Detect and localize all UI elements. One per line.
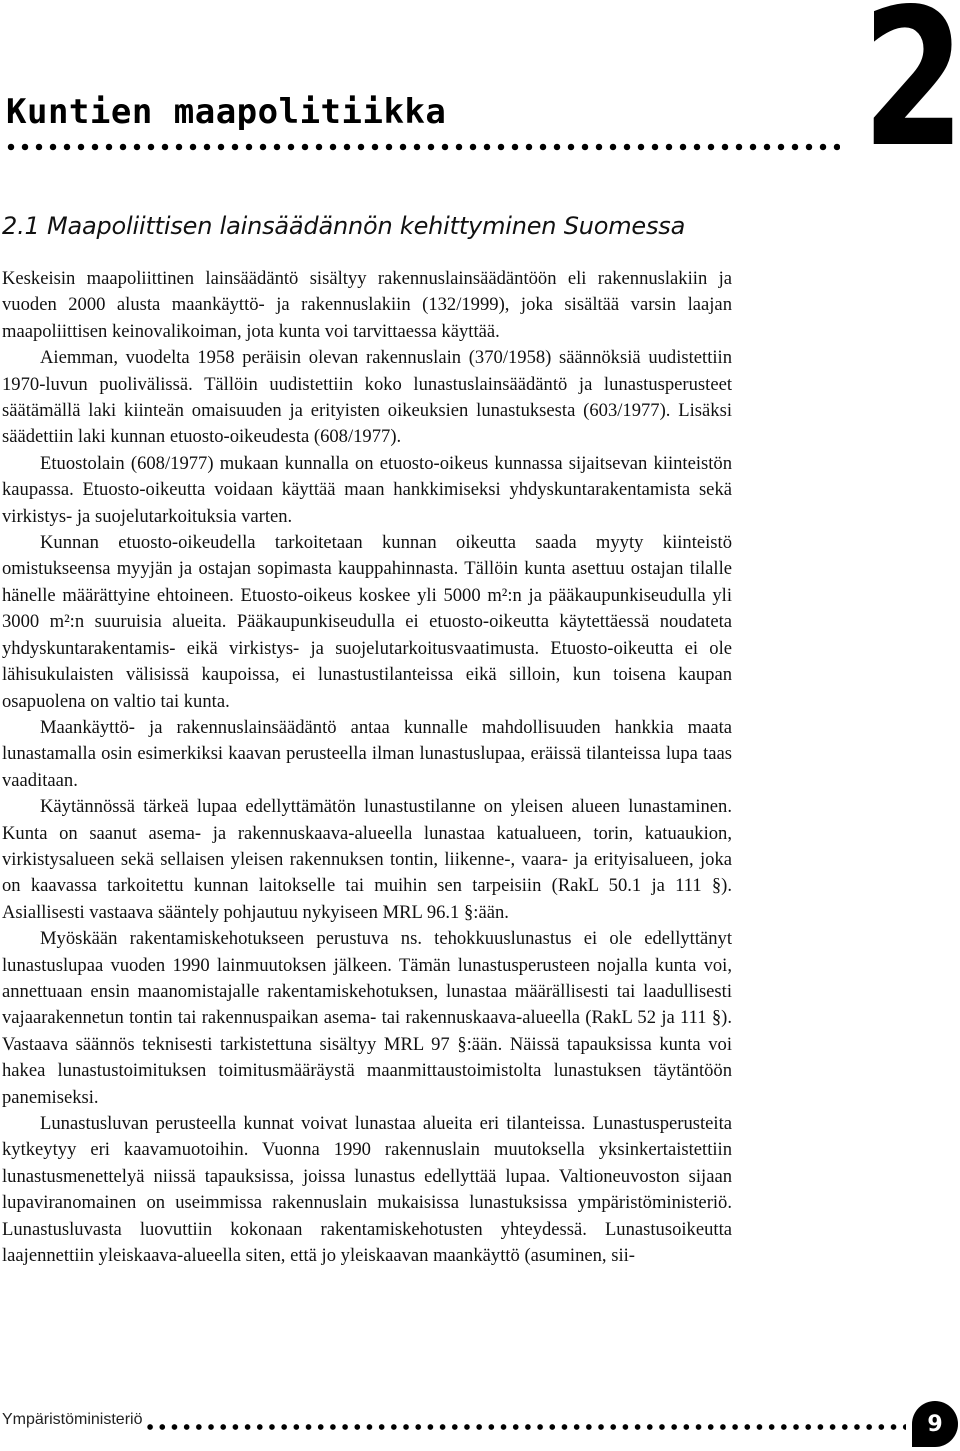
paragraph: Etuostolain (608/1977) mukaan kunnalla on etuosto-oikeus kunnassa sijaitsevan kiinteistön kaupassa. Etuosto-oikeutta voidaan käyttää maan hankkimiseksi yhdyskuntarakentamista sekä virkistys- ja suojelutarkoituksia varten.	[2, 452, 732, 527]
chapter-title: Kuntien maapolitiikka	[6, 92, 447, 132]
page-number-badge	[912, 1401, 958, 1447]
page-number: 9	[927, 1411, 943, 1437]
paragraph: Lunastusluvan perusteella kunnat voivat lunastaa alueita eri tilanteissa. Lunastusperusteita kytkeytyy eri kaavamuotoihin. Vuonna 1990 rakennuslain muutoksella yksinkertaistettiin lunastusmenettelyä niissä tapauksissa, joissa lunastus edellyttää lupaa. Valtioneuvoston sijaan lupaviranomainen on useimmissa rakennuslain mukaisissa lunastuksissa ympäristöministeriö. Lunastusluvasta luovuttiin kokonaan rakentamiskehotusten yhteydessä. Lunastusoikeutta laajennettiin yleiskaava-alueella siten, että jo yleiskaavan maankäyttö (asuminen, sii-	[2, 1113, 732, 1267]
paragraph: Maankäyttö- ja rakennuslainsäädäntö antaa kunnalle mahdollisuuden hankkia maata lunastamalla osin esimerkiksi kaavan perusteella ilman lunastuslupaa, eräissä tilanteissa lupa taas vaaditaan.	[2, 716, 732, 791]
section-heading: 2.1 Maapoliittisen lainsäädännön kehittyminen Suomessa	[2, 212, 686, 240]
paragraph: Kunnan etuosto-oikeudella tarkoitetaan kunnan oikeutta saada myyty kiinteistö omistukseensa myyjän ja ostajan sopimasta kauppahinnasta. Tällöin kunta asettuu ostajan tilalle hänelle määrättyine ehtoineen. Etuosto-oikeus koskee yli 5000 m²:n ja pääkaupunkiseudulla yli 3000 m²:n suuruisia alueita. Pääkaupunkiseudulla ei etuosto-oikeutta käytettäessä noudateta yhdyskuntarakentamis- eikä virkistys- ja suojelutarkoitusvaatimusta. Etuosto-oikeutta ei ole lähisukulaisten välisissä kaupoissa, ei lunastustilanteissa eikä silloin, kun toisena kaupan osapuolena on valtio tai kunta.	[2, 532, 732, 712]
chapter-number: 2	[862, 0, 958, 189]
paragraph: Keskeisin maapoliittinen lainsäädäntö sisältyy rakennuslainsäädäntöön eli rakennuslakiin ja vuoden 2000 alusta maankäyttö- ja rakennuslakiin (132/1999), joka sisältää varsin laajan maapoliittisen keinovalikoiman, jota kunta voi tarvittaessa käyttää.	[2, 268, 732, 342]
paragraph: Aiemman, vuodelta 1958 peräisin olevan rakennuslain (370/1958) säännöksiä uudistettiin 1970-luvun puolivälissä. Tällöin uudistettiin koko lunastuslainsäädäntö ja lunastusperusteet säätämällä laki kiinteän omaisuuden ja erityisten oikeuksien lunastuksesta (603/1977). Lisäksi säädettiin laki kunnan etuosto-oikeudesta (608/1977).	[2, 347, 732, 448]
paragraph: Käytännössä tärkeä lupaa edellyttämätön lunastustilanne on yleisen alueen lunastaminen. Kunta on saanut asema- ja rakennuskaava-alueella lunastaa katualueen, torin, katuaukion, virkistysalueen sekä sellaisen yleisen rakennuksen tontin, liikenne-, vaara- ja erityisalueen, joka on kaavassa tarkoitettu kunnan laitokselle tai muihin sen tarpeisiin (RakL 50.1 ja 111 §). Asiallisesti vastaava sääntely pohjautuu nykyiseen MRL 96.1 §:ään.	[2, 796, 732, 923]
footer-organization: Ympäristöministeriö	[2, 1411, 143, 1428]
paragraph: Myöskään rakentamiskehotukseen perustuva ns. tehokkuuslunastus ei ole edellyttänyt lunastuslupaa vuoden 1990 lainmuutoksen jälkeen. Tämän lunastusperusteen nojalla kunta voi, annettuaan ensin maanomistajalle rakentamiskehotuksen, lunastaa määrällisesti tai laadullisesti vajaarakennetun tontin tai rakennuspaikan asema- tai rakennuskaava-alueella (RakL 52 ja 111 §). Vastaava säännös teknisesti tarkistettuna sisältyy MRL 97 §:ään. Näissä tapauksissa kunta voi hakea lunastustoimituksen toimitusmääräystä maanmittaustoimistolta lunastuksen täytäntöön panemiseksi.	[2, 928, 732, 1108]
footer-dotted-rule	[144, 1423, 906, 1431]
body-text	[2, 266, 732, 1269]
header-dotted-rule	[4, 143, 840, 151]
